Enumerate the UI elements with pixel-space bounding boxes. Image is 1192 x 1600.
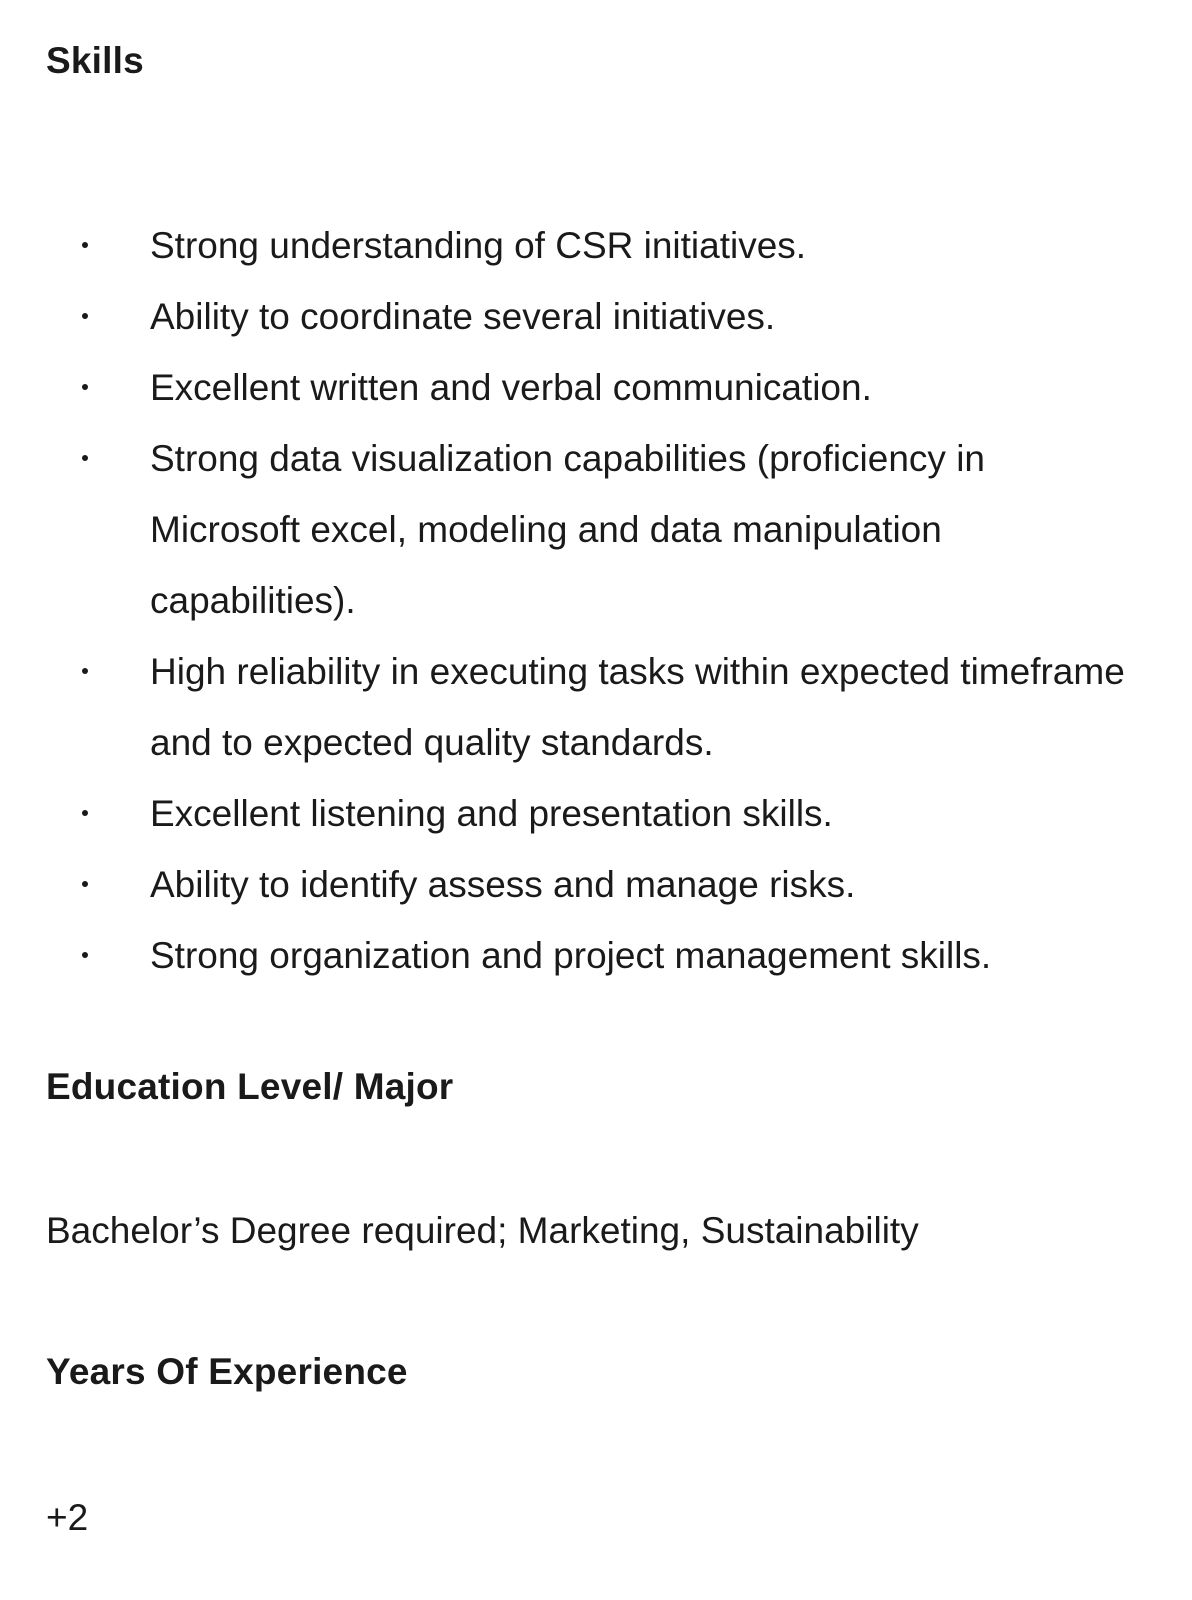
skills-heading: Skills <box>46 40 144 81</box>
experience-text: +2 <box>46 1497 89 1538</box>
list-item <box>46 352 1136 423</box>
education-heading: Education Level/ Major <box>46 1066 454 1107</box>
bullet-icon <box>82 849 90 920</box>
skill-text: Excellent written and verbal communication. <box>150 367 872 408</box>
experience-heading: Years Of Experience <box>46 1351 408 1392</box>
list-item <box>46 423 1136 636</box>
bullet-icon <box>82 636 90 707</box>
bullet-icon <box>82 210 90 281</box>
skill-text: Excellent listening and presentation skills. <box>150 793 833 834</box>
list-item <box>46 210 1136 281</box>
skill-text: Strong understanding of CSR initiatives. <box>150 225 807 266</box>
skill-text: Ability to identify assess and manage risks. <box>150 864 856 905</box>
list-item <box>46 920 1136 991</box>
bullet-icon <box>82 352 90 423</box>
bullet-icon <box>82 423 90 494</box>
bullet-icon <box>82 281 90 352</box>
list-item <box>46 281 1136 352</box>
list-item <box>46 778 1136 849</box>
skill-text: High reliability in executing tasks within expected timeframe and to expected quality standards. <box>150 651 1125 763</box>
skill-text: Ability to coordinate several initiatives. <box>150 296 776 337</box>
list-item <box>46 636 1136 778</box>
list-item <box>46 849 1136 920</box>
skill-text: Strong organization and project management skills. <box>150 935 992 976</box>
bullet-icon <box>82 920 90 991</box>
education-text: Bachelor’s Degree required; Marketing, Sustainability <box>46 1210 919 1251</box>
skills-list <box>46 210 1136 991</box>
skill-text: Strong data visualization capabilities (proficiency in Microsoft excel, modeling and data manipulation capabilities). <box>150 438 985 621</box>
bullet-icon <box>82 778 90 849</box>
